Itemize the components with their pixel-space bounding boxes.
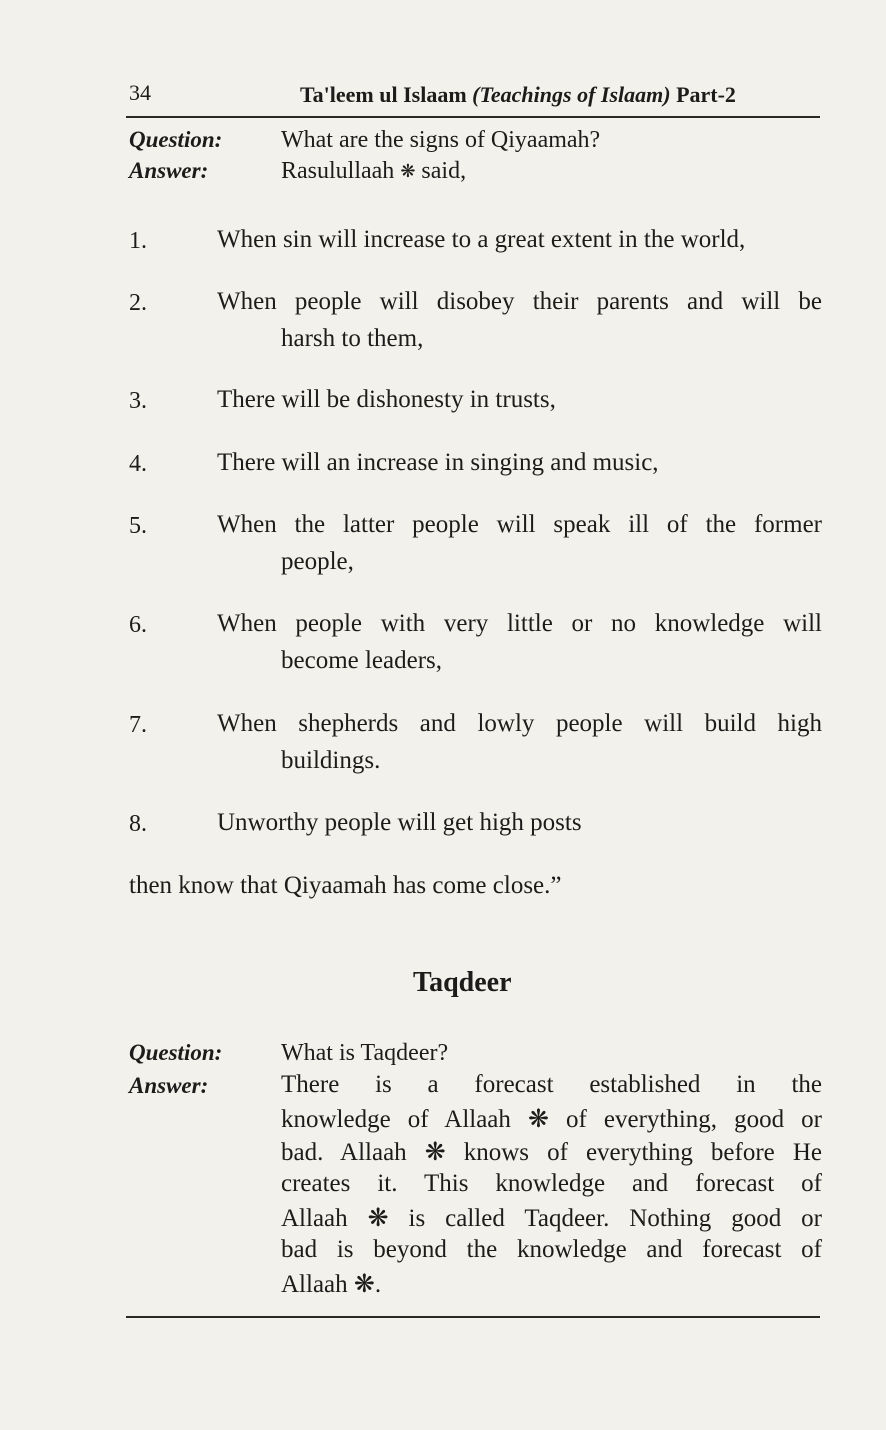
conclusion-text: then know that Qiyaamah has come close.” [129,872,562,899]
answer-line: Allaah ❋. [281,1271,382,1298]
header-title-main: Ta'leem ul Islaam [300,82,473,107]
footer-rule [126,1316,820,1318]
answer-suffix: said, [415,158,467,184]
answer-label: Answer: [129,1073,209,1098]
list-item-text: When sin will increase to a great extent in the world, [217,226,746,253]
list-item-text: When people will disobey their parents and will be [217,288,822,315]
header-title-italic: (Teachings of Islaam) [472,82,671,107]
list-item-text: When shepherds and lowly people will build high [217,710,822,737]
list-item-number: 6. [129,612,147,638]
list-item-number: 7. [129,712,147,738]
list-item-number: 2. [129,290,147,316]
list-item-text: There will be dishonesty in trusts, [217,386,556,413]
list-item-number: 4. [129,451,147,477]
header-rule [126,116,820,118]
list-item-number: 8. [129,811,147,837]
section-heading: Taqdeer [413,967,512,998]
answer-line: There is a forecast established in the [281,1071,822,1098]
answer-label: Answer: [129,158,209,183]
list-item-number: 1. [129,228,147,254]
list-item-text-cont: become leaders, [281,647,443,674]
list-item-number: 5. [129,513,147,539]
question-text: What is Taqdeer? [281,1040,449,1066]
header-title-part: Part-2 [670,82,736,107]
answer-line: Allaah ❋ is called Taqdeer. Nothing good or [281,1205,822,1232]
list-item-number: 3. [129,388,147,414]
question-text: What are the signs of Qiyaamah? [281,127,601,153]
question-label: Question: [129,127,223,152]
answer-prefix: Rasulullaah [281,158,401,184]
list-item-text: Unworthy people will get high posts [217,809,582,836]
list-item-text: When the latter people will speak ill of the former [217,511,822,538]
list-item-text: There will an increase in singing and music, [217,449,659,476]
answer-line: bad. Allaah ❋ knows of everything before He [281,1139,822,1166]
answer-text [281,158,466,185]
running-header [300,82,736,108]
answer-line: creates it. This knowledge and forecast of [281,1170,822,1197]
list-item-text: When people with very little or no knowledge will [217,610,822,637]
salutation-symbol: ❋ [400,161,416,181]
answer-line: knowledge of Allaah ❋ of everything, good or [281,1106,822,1133]
list-item-text-cont: buildings. [281,747,381,774]
answer-line: bad is beyond the knowledge and forecast of [281,1236,822,1263]
list-item-text-cont: people, [281,548,354,575]
list-item-text-cont: harsh to them, [281,325,424,352]
page-number: 34 [129,80,151,105]
question-label: Question: [129,1040,223,1065]
